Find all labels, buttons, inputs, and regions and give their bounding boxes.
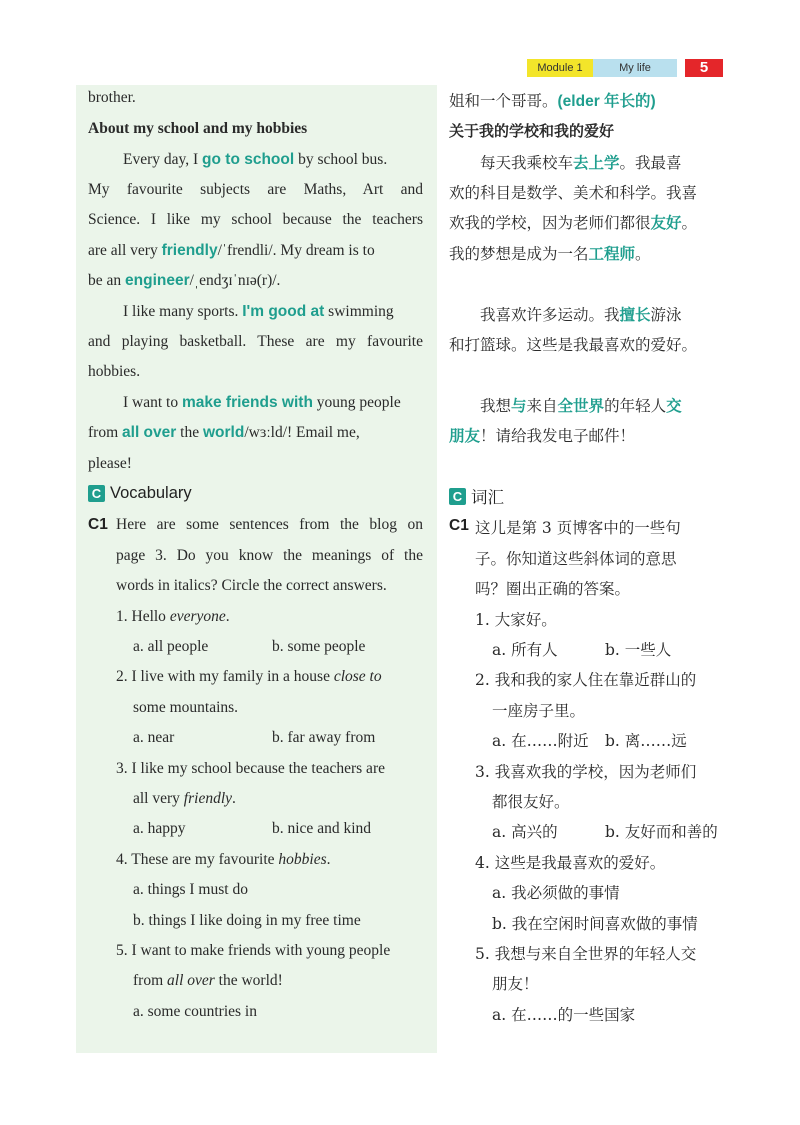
q5-cn-stem-line2: 朋友！ — [492, 975, 539, 993]
p3-line3: please! — [88, 455, 132, 472]
q3-cn-option-a[interactable]: a. 高兴的 — [492, 823, 558, 841]
p2-line2: and playing basketball. These are my favourite — [88, 333, 423, 350]
module-label: Module 1 — [527, 59, 593, 77]
p3-line1: I want to make friends with young people — [123, 394, 401, 411]
q2-stem-line2: some mountains. — [133, 699, 239, 716]
rp1-line3: 欢我的学校，因为老师们都很友好。 — [449, 214, 698, 232]
q4-cn-stem: 4. 这些是我最喜欢的爱好。 — [475, 854, 666, 872]
c1-cn-line1: 这儿是第 3 页博客中的一些句 — [475, 519, 681, 537]
q3-cn-stem: 3. 我喜欢我的学校，因为老师们 — [475, 763, 697, 781]
q4-stem: 4. These are my favourite hobbies. — [116, 851, 331, 868]
section-label: My life — [593, 59, 677, 77]
q4-cn-option-a[interactable]: a. 我必须做的事情 — [492, 884, 620, 902]
page-header — [527, 59, 723, 77]
q2-cn-stem: 2. 我和我的家人住在靠近群山的 — [475, 671, 697, 689]
c1-cn-line3: 吗？圈出正确的答案。 — [475, 580, 631, 598]
q3-option-a[interactable]: a. happy — [133, 820, 186, 837]
q2-cn-option-b[interactable]: b. 离……远 — [605, 732, 687, 750]
q3-stem-line2: all very friendly. — [133, 790, 236, 807]
c1-cn-label: C1 — [449, 517, 469, 534]
q5-stem-line2: from all over the world! — [133, 972, 283, 989]
rp2-line2: 和打篮球。这些是我最喜欢的爱好。 — [449, 336, 698, 354]
q5-option-a[interactable]: a. some countries in — [133, 1003, 257, 1020]
p1-line3: Science. I like my school because the teachers — [88, 211, 423, 228]
section-c-cn-icon: C — [449, 488, 466, 505]
p1-line2: My favourite subjects are Maths, Art and — [88, 181, 423, 198]
p1-line1: Every day, I go to school by school bus. — [123, 151, 388, 168]
q3-stem: 3. I like my school because the teachers are — [116, 760, 385, 777]
p2-line3: hobbies. — [88, 363, 141, 380]
q1-option-b[interactable]: b. some people — [272, 638, 366, 655]
right-line0: 姐和一个哥哥。(elder 年长的) — [449, 92, 656, 110]
c1-line2: page 3. Do you know the meanings of the — [116, 547, 423, 564]
q5-cn-option-a[interactable]: a. 在……的一些国家 — [492, 1006, 636, 1024]
q3-cn-option-b[interactable]: b. 友好而和善的 — [605, 823, 718, 841]
left-panel-background — [76, 85, 437, 1053]
rp1-line1: 每天我乘校车去上学。我最喜 — [480, 154, 682, 172]
q5-stem: 5. I want to make friends with young people — [116, 942, 391, 959]
q2-stem: 2. I live with my family in a house close to — [116, 668, 382, 685]
c1-cn-line2: 子。你知道这些斜体词的意思 — [475, 550, 677, 568]
rp3-line1: 我想与来自全世界的年轻人交 — [480, 397, 682, 415]
q1-cn-stem: 1. 大家好。 — [475, 611, 557, 629]
vocabulary-cn-section-title: C 词汇 — [449, 484, 504, 508]
vocabulary-section-title: C Vocabulary — [88, 484, 192, 503]
section-c-icon: C — [88, 485, 105, 502]
q4-option-a[interactable]: a. things I must do — [133, 881, 248, 898]
q1-option-a[interactable]: a. all people — [133, 638, 209, 655]
q1-cn-option-a[interactable]: a. 所有人 — [492, 641, 558, 659]
c1-line1: Here are some sentences from the blog on — [116, 516, 423, 533]
q2-cn-option-a[interactable]: a. 在……附近 — [492, 732, 589, 750]
p1-line5: be an engineer/ˌendʒɪˈnɪə(r)/. — [88, 272, 281, 289]
left-heading: About my school and my hobbies — [88, 120, 308, 137]
q2-option-a[interactable]: a. near — [133, 729, 175, 746]
rp1-line4: 我的梦想是成为一名工程师。 — [449, 245, 651, 263]
p3-line2: from all over the world/wɜːld/! Email me, — [88, 424, 360, 441]
rp2-line1: 我喜欢许多运动。我擅长游泳 — [480, 306, 682, 324]
rp1-line2: 欢的科目是数学、美术和科学。我喜 — [449, 184, 698, 202]
q1-stem: 1. Hello everyone. — [116, 608, 230, 625]
page-number: 5 — [685, 59, 723, 77]
q2-option-b[interactable]: b. far away from — [272, 729, 376, 746]
c1-line3: words in italics? Circle the correct answers. — [116, 577, 387, 594]
p1-line4: are all very friendly/ˈfrendli/. My dream is to — [88, 242, 375, 259]
q4-cn-option-b[interactable]: b. 我在空闲时间喜欢做的事情 — [492, 915, 698, 933]
rp3-line2: 朋友！请给我发电子邮件！ — [449, 427, 636, 445]
q3-option-b[interactable]: b. nice and kind — [272, 820, 372, 837]
q4-option-b[interactable]: b. things I like doing in my free time — [133, 912, 361, 929]
right-heading: 关于我的学校和我的爱好 — [449, 122, 615, 140]
q5-cn-stem: 5. 我想与来自全世界的年轻人交 — [475, 945, 697, 963]
brother-text: brother. — [88, 89, 136, 106]
c1-label: C1 — [88, 516, 108, 533]
q3-cn-stem-line2: 都很友好。 — [492, 793, 570, 811]
q2-cn-stem-line2: 一座房子里。 — [492, 702, 586, 720]
p2-line1: I like many sports. I'm good at swimming — [123, 303, 394, 320]
q1-cn-option-b[interactable]: b. 一些人 — [605, 641, 672, 659]
